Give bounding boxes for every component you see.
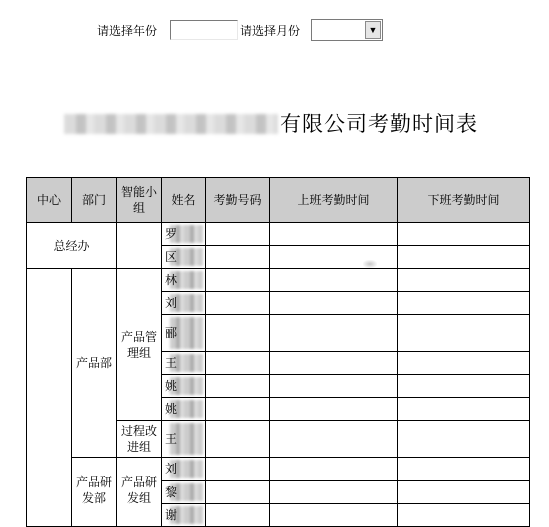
center-cell-empty — [27, 269, 72, 527]
page-title: 有限公司考勤时间表 — [280, 112, 478, 136]
clock-in-cell[interactable] — [270, 398, 398, 421]
clock-out-cell[interactable] — [398, 246, 530, 269]
card-no-cell[interactable] — [206, 481, 270, 504]
clock-out-cell[interactable] — [398, 481, 530, 504]
table-header-row — [27, 178, 530, 223]
name-cell: 刘 — [162, 292, 206, 315]
year-input[interactable] — [170, 20, 238, 40]
name-cell: 姚 — [162, 375, 206, 398]
clock-out-cell[interactable] — [398, 504, 530, 527]
card-no-cell[interactable] — [206, 315, 270, 352]
card-no-cell[interactable] — [206, 292, 270, 315]
card-no-cell[interactable] — [206, 223, 270, 246]
clock-out-cell[interactable] — [398, 352, 530, 375]
header-group: 智能小组 — [117, 178, 162, 223]
dept-rd: 产品研发部 — [72, 458, 117, 527]
card-no-cell[interactable] — [206, 504, 270, 527]
header-name: 姓名 — [162, 178, 206, 223]
clock-in-cell[interactable] — [270, 481, 398, 504]
card-no-cell[interactable] — [206, 352, 270, 375]
clock-out-cell[interactable] — [398, 458, 530, 481]
group-general-office: 总经办 — [27, 223, 117, 269]
name-cell: 林 — [162, 269, 206, 292]
clock-in-cell[interactable] — [270, 421, 398, 458]
header-card-no: 考勤号码 — [206, 178, 270, 223]
name-cell: 郦 — [162, 315, 206, 352]
card-no-cell[interactable] — [206, 458, 270, 481]
card-no-cell[interactable] — [206, 375, 270, 398]
redacted-company-name — [64, 114, 278, 134]
month-select[interactable] — [311, 19, 383, 41]
card-no-cell[interactable] — [206, 398, 270, 421]
header-dept: 部门 — [72, 178, 117, 223]
name-cell: 谢 — [162, 504, 206, 527]
clock-in-cell[interactable] — [270, 269, 398, 292]
clock-in-cell[interactable] — [270, 246, 398, 269]
clock-in-cell[interactable] — [270, 375, 398, 398]
header-center: 中心 — [27, 178, 72, 223]
clock-out-cell[interactable] — [398, 398, 530, 421]
group-product-mgmt: 产品管理组 — [117, 269, 162, 421]
empty-group-cell — [117, 223, 162, 269]
name-cell: 罗 — [162, 223, 206, 246]
name-cell: 王 — [162, 352, 206, 375]
card-no-cell[interactable] — [206, 269, 270, 292]
name-cell: 区 — [162, 246, 206, 269]
month-label: 请选择月份 — [240, 24, 301, 38]
clock-out-cell[interactable] — [398, 269, 530, 292]
group-rd: 产品研发组 — [117, 458, 162, 527]
attendance-table — [26, 177, 530, 527]
header-clock-out: 下班考勤时间 — [398, 178, 530, 223]
header-clock-in: 上班考勤时间 — [270, 178, 398, 223]
card-no-cell[interactable] — [206, 246, 270, 269]
clock-out-cell[interactable] — [398, 315, 530, 352]
name-cell: 刘 — [162, 458, 206, 481]
name-cell: 姚 — [162, 398, 206, 421]
name-cell: 黎 — [162, 481, 206, 504]
clock-out-cell[interactable] — [398, 421, 530, 458]
clock-in-cell[interactable] — [270, 292, 398, 315]
table-row — [27, 458, 530, 481]
dept-product: 产品部 — [72, 269, 117, 458]
filter-bar — [0, 18, 549, 44]
clock-in-cell[interactable] — [270, 504, 398, 527]
clock-out-cell[interactable] — [398, 292, 530, 315]
clock-out-cell[interactable] — [398, 375, 530, 398]
table-row — [27, 269, 530, 292]
clock-out-cell[interactable] — [398, 223, 530, 246]
dropdown-arrow-icon[interactable]: ▼ — [365, 21, 381, 39]
clock-in-cell[interactable] — [270, 223, 398, 246]
clock-in-cell[interactable] — [270, 352, 398, 375]
clock-in-cell[interactable] — [270, 315, 398, 352]
group-process: 过程改进组 — [117, 421, 162, 458]
year-label: 请选择年份 — [97, 24, 158, 38]
name-cell: 王 — [162, 421, 206, 458]
clock-in-cell[interactable] — [270, 458, 398, 481]
card-no-cell[interactable] — [206, 421, 270, 458]
report-title — [0, 108, 549, 142]
table-row — [27, 223, 530, 246]
